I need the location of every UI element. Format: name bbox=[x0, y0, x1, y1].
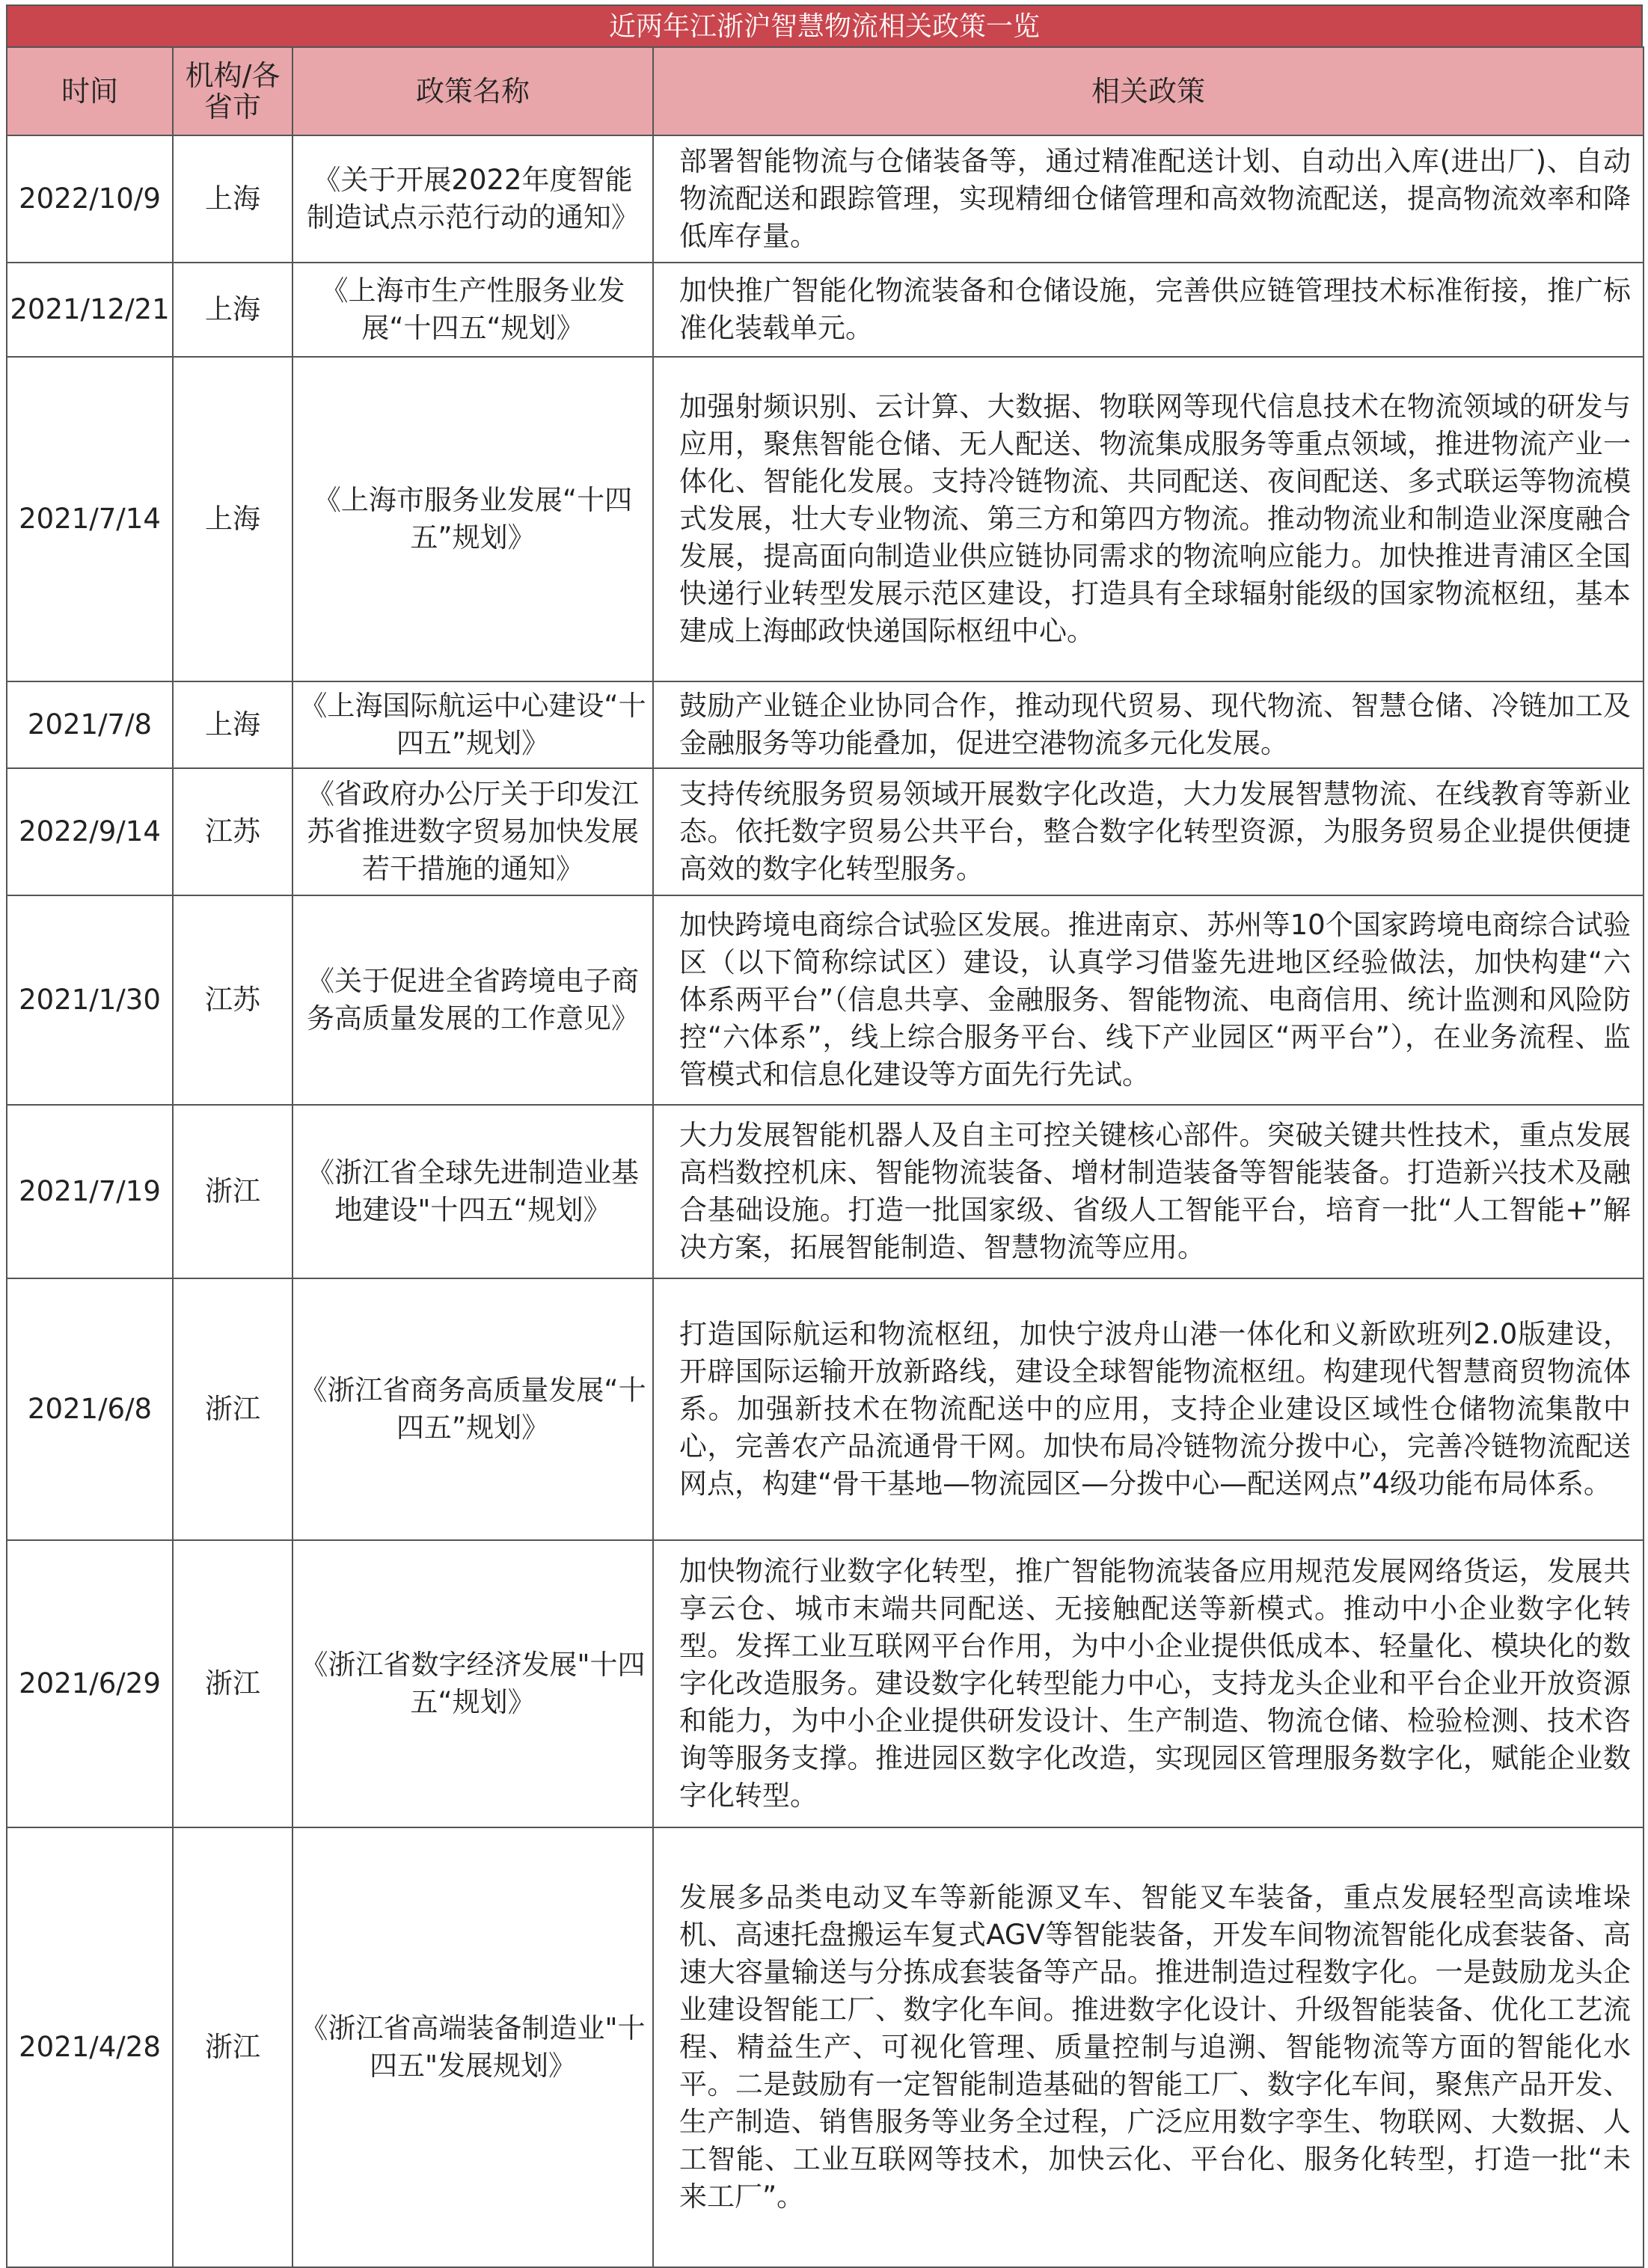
table-row bbox=[7, 1278, 1644, 1540]
header-row bbox=[7, 47, 1644, 135]
table-row bbox=[7, 263, 1644, 357]
row-org: 江苏 bbox=[173, 768, 292, 895]
table-row bbox=[7, 681, 1644, 768]
row-policy-text: 支持传统服务贸易领域开展数字化改造，大力发展智慧物流、在线教育等新业态。依托数字贸易公共平台，整合数字化转型资源，为服务贸易企业提供便捷高效的数字化转型服务。 bbox=[653, 768, 1644, 895]
row-policy-text: 加强射频识别、云计算、大数据、物联网等现代信息技术在物流领域的研发与应用，聚焦智能仓储、无人配送、物流集成服务等重点领域，推进物流产业一体化、智能化发展。支持冷链物流、共同配送、夜间配送、多式联运等物流模式发展，壮大专业物流、第三方和第四方物流。推动物流业和制造业深度融合发展，提高面向制造业供应链协同需求的物流响应能力。加快推进青浦区全国快递行业转型发展示范区建设，打造具有全球辐射能级的国家物流枢纽，基本建成上海邮政快递国际枢纽中心。 bbox=[653, 357, 1644, 681]
table-row bbox=[7, 135, 1644, 263]
row-policy-name: 《浙江省商务高质量发展“十四五”规划》 bbox=[292, 1278, 653, 1540]
header-date: 时间 bbox=[7, 47, 173, 135]
row-policy-text: 发展多品类电动叉车等新能源叉车、智能叉车装备，重点发展轻型高读堆垛机、高速托盘搬运车复式AGV等智能装备，开发车间物流智能化成套装备、高速大容量输送与分拣成套装备等产品。推进制造过程数字化。一是鼓励龙头企业建设智能工厂、数字化车间。推进数字化设计、升级智能装备、优化工艺流程、精益生产、可视化管理、质量控制与追溯、智能物流等方面的智能化水平。二是鼓励有一定智能制造基础的智能工厂、数字化车间，聚焦产品开发、生产制造、销售服务等业务全过程，广泛应用数字孪生、物联网、大数据、人工智能、工业互联网等技术，加快云化、平台化、服务化转型，打造一批“未来工厂”。 bbox=[653, 1827, 1644, 2267]
row-date: 2021/1/30 bbox=[7, 895, 173, 1105]
row-date: 2022/9/14 bbox=[7, 768, 173, 895]
row-date: 2021/6/29 bbox=[7, 1540, 173, 1827]
row-policy-name: 《关于开展2022年度智能制造试点示范行动的通知》 bbox=[292, 135, 653, 263]
table-row bbox=[7, 357, 1644, 681]
table-row bbox=[7, 1540, 1644, 1827]
row-date: 2021/4/28 bbox=[7, 1827, 173, 2267]
row-policy-text: 鼓励产业链企业协同合作，推动现代贸易、现代物流、智慧仓储、冷链加工及金融服务等功能叠加，促进空港物流多元化发展。 bbox=[653, 681, 1644, 768]
row-policy-text: 加快推广智能化物流装备和仓储设施，完善供应链管理技术标准衔接，推广标准化装载单元。 bbox=[653, 263, 1644, 357]
row-date: 2021/7/19 bbox=[7, 1105, 173, 1278]
row-org: 浙江 bbox=[173, 1827, 292, 2267]
row-org: 江苏 bbox=[173, 895, 292, 1105]
header-org: 机构/各省市 bbox=[173, 47, 292, 135]
row-policy-name: 《关于促进全省跨境电子商务高质量发展的工作意见》 bbox=[292, 895, 653, 1105]
row-org: 浙江 bbox=[173, 1278, 292, 1540]
table-row bbox=[7, 1827, 1644, 2267]
policy-table-container bbox=[6, 4, 1643, 2268]
row-policy-name: 《上海国际航运中心建设“十四五”规划》 bbox=[292, 681, 653, 768]
row-policy-name: 《浙江省数字经济发展"十四五“规划》 bbox=[292, 1540, 653, 1827]
row-date: 2021/7/14 bbox=[7, 357, 173, 681]
row-policy-name: 《上海市服务业发展“十四五”规划》 bbox=[292, 357, 653, 681]
row-policy-text: 大力发展智能机器人及自主可控关键核心部件。突破关键共性技术，重点发展高档数控机床、智能物流装备、增材制造装备等智能装备。打造新兴技术及融合基础设施。打造一批国家级、省级人工智能平台，培育一批“人工智能+”解决方案，拓展智能制造、智慧物流等应用。 bbox=[653, 1105, 1644, 1278]
row-org: 浙江 bbox=[173, 1540, 292, 1827]
row-policy-name: 《浙江省全球先进制造业基地建设"十四五“规划》 bbox=[292, 1105, 653, 1278]
table-row bbox=[7, 768, 1644, 895]
row-policy-text: 加快跨境电商综合试验区发展。推进南京、苏州等10个国家跨境电商综合试验区（以下简称综试区）建设，认真学习借鉴先进地区经验做法，加快构建“六体系两平台”（信息共享、金融服务、智能物流、电商信用、统计监测和风险防控“六体系”，线上综合服务平台、线下产业园区“两平台”），在业务流程、监管模式和信息化建设等方面先行先试。 bbox=[653, 895, 1644, 1105]
row-policy-name: 《上海市生产性服务业发展“十四五“规划》 bbox=[292, 263, 653, 357]
row-org: 上海 bbox=[173, 135, 292, 263]
row-date: 2021/7/8 bbox=[7, 681, 173, 768]
row-org: 浙江 bbox=[173, 1105, 292, 1278]
row-org: 上海 bbox=[173, 357, 292, 681]
row-policy-text: 部署智能物流与仓储装备等，通过精准配送计划、自动出入库(进出厂)、自动物流配送和跟踪管理，实现精细仓储管理和高效物流配送，提高物流效率和降低库存量。 bbox=[653, 135, 1644, 263]
row-date: 2021/6/8 bbox=[7, 1278, 173, 1540]
table-row bbox=[7, 895, 1644, 1105]
row-policy-name: 《省政府办公厅关于印发江苏省推进数字贸易加快发展若干措施的通知》 bbox=[292, 768, 653, 895]
header-policy: 相关政策 bbox=[653, 47, 1644, 135]
row-policy-name: 《浙江省高端装备制造业"十四五"发展规划》 bbox=[292, 1827, 653, 2267]
header-name: 政策名称 bbox=[292, 47, 653, 135]
table-title: 近两年江浙沪智慧物流相关政策一览 bbox=[6, 4, 1643, 46]
row-date: 2021/12/21 bbox=[7, 263, 173, 357]
policy-table bbox=[6, 46, 1644, 2268]
table-body bbox=[7, 135, 1644, 2267]
table-row bbox=[7, 1105, 1644, 1278]
row-policy-text: 加快物流行业数字化转型，推广智能物流装备应用规范发展网络货运，发展共享云仓、城市末端共同配送、无接触配送等新模式。推动中小企业数字化转型。发挥工业互联网平台作用，为中小企业提供低成本、轻量化、模块化的数字化改造服务。建设数字化转型能力中心，支持龙头企业和平台企业开放资源和能力，为中小企业提供研发设计、生产制造、物流仓储、检验检测、技术咨询等服务支撑。推进园区数字化改造，实现园区管理服务数字化，赋能企业数字化转型。 bbox=[653, 1540, 1644, 1827]
row-date: 2022/10/9 bbox=[7, 135, 173, 263]
row-org: 上海 bbox=[173, 681, 292, 768]
row-org: 上海 bbox=[173, 263, 292, 357]
row-policy-text: 打造国际航运和物流枢纽，加快宁波舟山港一体化和义新欧班列2.0版建设，开辟国际运输开放新路线，建设全球智能物流枢纽。构建现代智慧商贸物流体系。加强新技术在物流配送中的应用，支持企业建设区域性仓储物流集散中心，完善农产品流通骨干网。加快布局冷链物流分拨中心，完善冷链物流配送网点，构建“骨干基地—物流园区—分拨中心—配送网点”4级功能布局体系。 bbox=[653, 1278, 1644, 1540]
